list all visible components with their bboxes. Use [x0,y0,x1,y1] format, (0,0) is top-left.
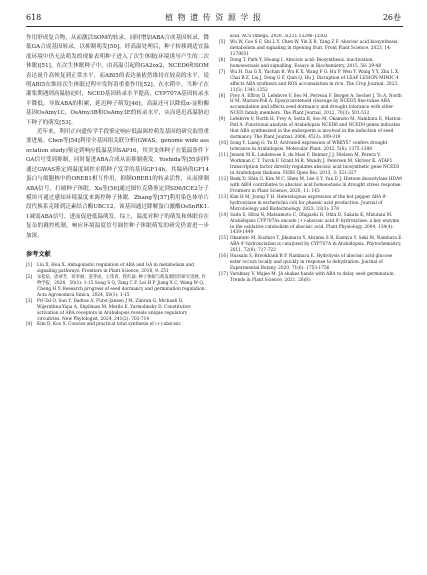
reference-number: [5] [219,39,226,45]
reference-text: Kim D, Koo S. Concise and practical total synthesis of (+)-abscisic [37,322,181,328]
reference-number: [11] [219,153,228,159]
reference-item [26,322,209,328]
reference-text: Frey A, Effroy D, Lefebvre V, Seo M, Perreau F, Berger A, Sechet J, To A, North H M, Marion-Poll A. Epoxycarotenoid cleavage by NCED5 fine-tunes ABA accumulation and affects seed dormancy and drought tolerance with other NCED family members. The Plant Journal, 2012, 70(3): 501-512 [230,93,402,117]
reference-number: [3] [26,298,33,304]
reference-item [26,275,209,299]
reference-number: [10] [219,141,228,147]
reference-text: Song Y, Liang G, Yu D. Activated expression of WRKY57 confers drought tolerance in Arabidopsis. Molecular Plant, 2012, 5(6): 1375-1388 [230,141,388,153]
reference-text: Pri-Tal O, Sun Y, Dadras A, Fürst-Jansen J M, Zimran G, Michaeli D, Wijerathna-Yapa A, Shpilman M, Merilo E, Yarmolinsky D. Constitutive activation of ABA receptors in Arabidopsis reveals unique regulatory circuitries. New Phytologist, 2024, 241(2): 703-714 [37,298,191,322]
reference-item [219,254,403,272]
reference-number: [12] [219,176,228,182]
header-rule [26,26,403,27]
reference-text: Jensen M K, Lindemose S, de Masi F, Reimer J J, Nielsen M, Perera V, Workman C T, Turck F, Grant M R, Mundy J, Petersen M, Skriver K. ATAF1 transcription factor directly regulates abscisic acid biosynthetic gene NCED3 in Arabidopsis thaliana. FEBS Open Bio, 2013, 3: 321-327 [230,153,400,176]
reference-number: [9] [219,117,226,123]
reference-text: Dong T, Park Y, Hwang I. Abscisic acid: Biosynthesis, inactivation, homoeostasis and signalling. Essays in Biochemistry, 2015, 58: 29-48 [230,57,382,69]
reference-item [219,213,403,237]
reference-number: [14] [219,212,228,218]
reference-number: [16] [219,254,228,260]
reference-item [219,94,403,118]
reference-item [219,177,403,195]
reference-item [26,263,209,275]
volume-label: 26卷 [382,13,401,22]
journal-title: 植 物 遗 传 资 源 学 报 [165,13,262,22]
reference-item [26,299,209,323]
reference-item [219,236,403,254]
reference-text: Kim H M, Joung Y H. Heterologous expression of the hot pepper ABA 8'-hydroxylase in escherichia coli for phaseic acid production. Journal of Microbiology and Biotechnology, 2023, 33(3): 378 [230,194,388,212]
reference-text: acid. ACS Omega, 2020, 5(22): 13296-13302 [230,34,328,39]
reference-list-right [219,34,403,284]
reference-text: Okamoto M, Kushiro T, Jikumaru Y, Abrams S R, Kamiya Y, Seki M, Nambara E. ABA 9'-hydroxylation is catalyzed by CYP707A in Arabidopsis. Phytochemistry, 2011, 72(8): 717-722 [230,236,403,254]
reference-number: [6] [219,57,226,63]
reference-number: [13] [219,194,228,200]
reference-number: [17] [219,272,228,278]
reference-item [219,153,403,177]
reference-number: [2] [26,274,33,280]
reference-text: Saito S, Hirai N, Matsumoto C, Ohigashi H, Ohta D, Sakata K, Mizutani M. Arabidopsis CYP707As encode (+)-abscisic acid 8'-hydroxylase, a key enzyme in the oxidative catabolism of abscisic acid. Plant Physiology, 2004, 134(4): 1439-1449 [230,212,400,236]
reference-item [219,272,403,284]
page-number: 618 [26,13,42,22]
body-paragraph-continuation: 作用形成复合物，从而激活SOM的转录，同时增加ABA合成基因转录，降低GA合成基因转录，以抑制萌发[50]。经高温处理后，种子转移到适宜温度环境中仍无法萌发的现象表明种子进入了次生休眠(环境诱导产生的二次休眠)[51]。在次生休眠种子中，由高温引起的GA2ox2，NCED6和SOM表达量升高恢复到正常水平，而ABI5的表达量依然维持在较高的水平，说明ABI5在维持次生休眠过程中发挥着重要作用[52]。在水稻中，当种子在灌浆期遇到高温胁迫时，NCED基因转录水平提高，CYP707A基因转录水平降低，导致ABA的积累，延迟种子萌发[46]。高温还可以降低α-淀粉酶基因OsAmy1C，OsAmy3B和OsAmy3E的转录水平，从而延迟高温胁迫下种子的萌发[53]。 [26,35,209,126]
reference-number: [7] [219,69,226,75]
reference-text: Hussain S, Brookbank B P, Nambara E. Hydrolysis of abscisic acid glucose ester occurs locally and quickly in response to dehydration. Journal of Experimental Botany, 2020, 71(6): 1753-1756 [230,254,393,272]
reference-list-left [26,263,209,328]
references-heading: 参考文献 [26,250,51,258]
reference-item [219,70,403,94]
reference-number: [8] [219,93,226,99]
reference-text: Baek D, Shin G, Kim M C, Shen M, Lee S Y, Yun D J. Histone deacetylase HDA9 with ABI4 contributes to abscisic acid homeostasis in drought stress response. Frontiers in Plant Science, 2020, 11: 143 [230,176,402,194]
reference-item [219,141,403,153]
reference-text: Varshney V, Majee M. JA shakes hands with ABA to delay seed germination. Trends in Plant Science, 2021, 26(8): [230,272,395,284]
reference-text: Wu W, Cao S F, Shi L Y, Chen W, Yin X R, Yang Z F. Abscisic acid biosynthesis, metabolism and signaling in ripening fruit. Front Plant Science, 2023, 14: 1279031 [230,39,399,57]
reference-item [219,195,403,213]
reference-item [219,117,403,141]
reference-number: [1] [26,262,33,268]
right-column [219,34,403,564]
reference-text: Wu H, Dai G X, Yuchan R, Wu K X, Wang F G, Hu P, Wen Y, Wang Y Y, Zhu L X, Chai B Z, Liu J, Dong G F, Qian Q, Hu J. Disruption of LEAF LESION MIMIC 4 affects ABA synthesis and ROS accumulation in rice. The Crop Journal, 2023, 11(5): 1341-1352 [230,69,400,93]
reference-item [219,40,403,58]
left-column [26,34,209,564]
reference-number: [15] [219,236,228,242]
reference-number: [4] [26,322,33,328]
reference-text: Liu X, Hou X. Antagonistic regulation of ABA and GA in metabolism and signaling pathways. Frontiers in Plant Science, 2018, 9: 251 [37,262,194,274]
body-paragraph: 近年来，利用正向遗传学手段鉴定响应低温调控萌发基因的研究取得重要进展。Chen等[54]利用全基因组关联分析(GWAS，genome wide association study)鉴定到响应低温基因SAP16，其突变体种子在低温条件下GA信号受到抑制，同时促进ABA合成从而抑制萌发。Yoshida等[55]同样通过GWAS鉴定到温度调控水稻种子发芽的基因GF14h，其编码的GF14蛋白与细胞核中的OREB1相互作用，抑制OREB1的转录活性，从而抑制ABA信号，打破种子休眠。Xu等[56]通过图位克隆鉴定到SD6/ICE2分子模块可通过感知环境温度来调控种子休眠。Zhang等[57]利用染色体单片段代换系克隆到泛素结合酶UBC12，该基因通过降解蛋白激酶OsSnRK1.1减弱ABA信号，进而促进低温萌发。综上，温度对种子的萌发和休眠存在复杂的调控机制，响应环境温度信号调控种子休眠萌发的研究仍需进一步加深。 [26,129,209,239]
reference-item [219,58,403,70]
reference-text: Lefebvre V, North H, Frey A, Sotta B, Seo M, Okamoto M, Nambara E, Marion-Poll A. Functional analysis of Arabidopsis NCED6 and NCED9 genes indicates that ABA synthesized in the endosperm is involved in the induction of seed dormancy. The Plant Journal, 2006, 45(3): 309-319 [230,117,402,141]
reference-text: 宋松泉，唐翠芳，蒋李丽，姜孝成，王伟青，程红焱. 种子休眠与萌发调控的研究进展. 作物学报，2024，50(1): 1-15 Song S Q, Tang C F, Lei H P, Jiang X C, Wang W Q, Cheng H Y. Research progress of seed dormancy and germination regulation. Acta Agronomica Sinica, 2024, 50(1): 1-15 [37,274,207,298]
